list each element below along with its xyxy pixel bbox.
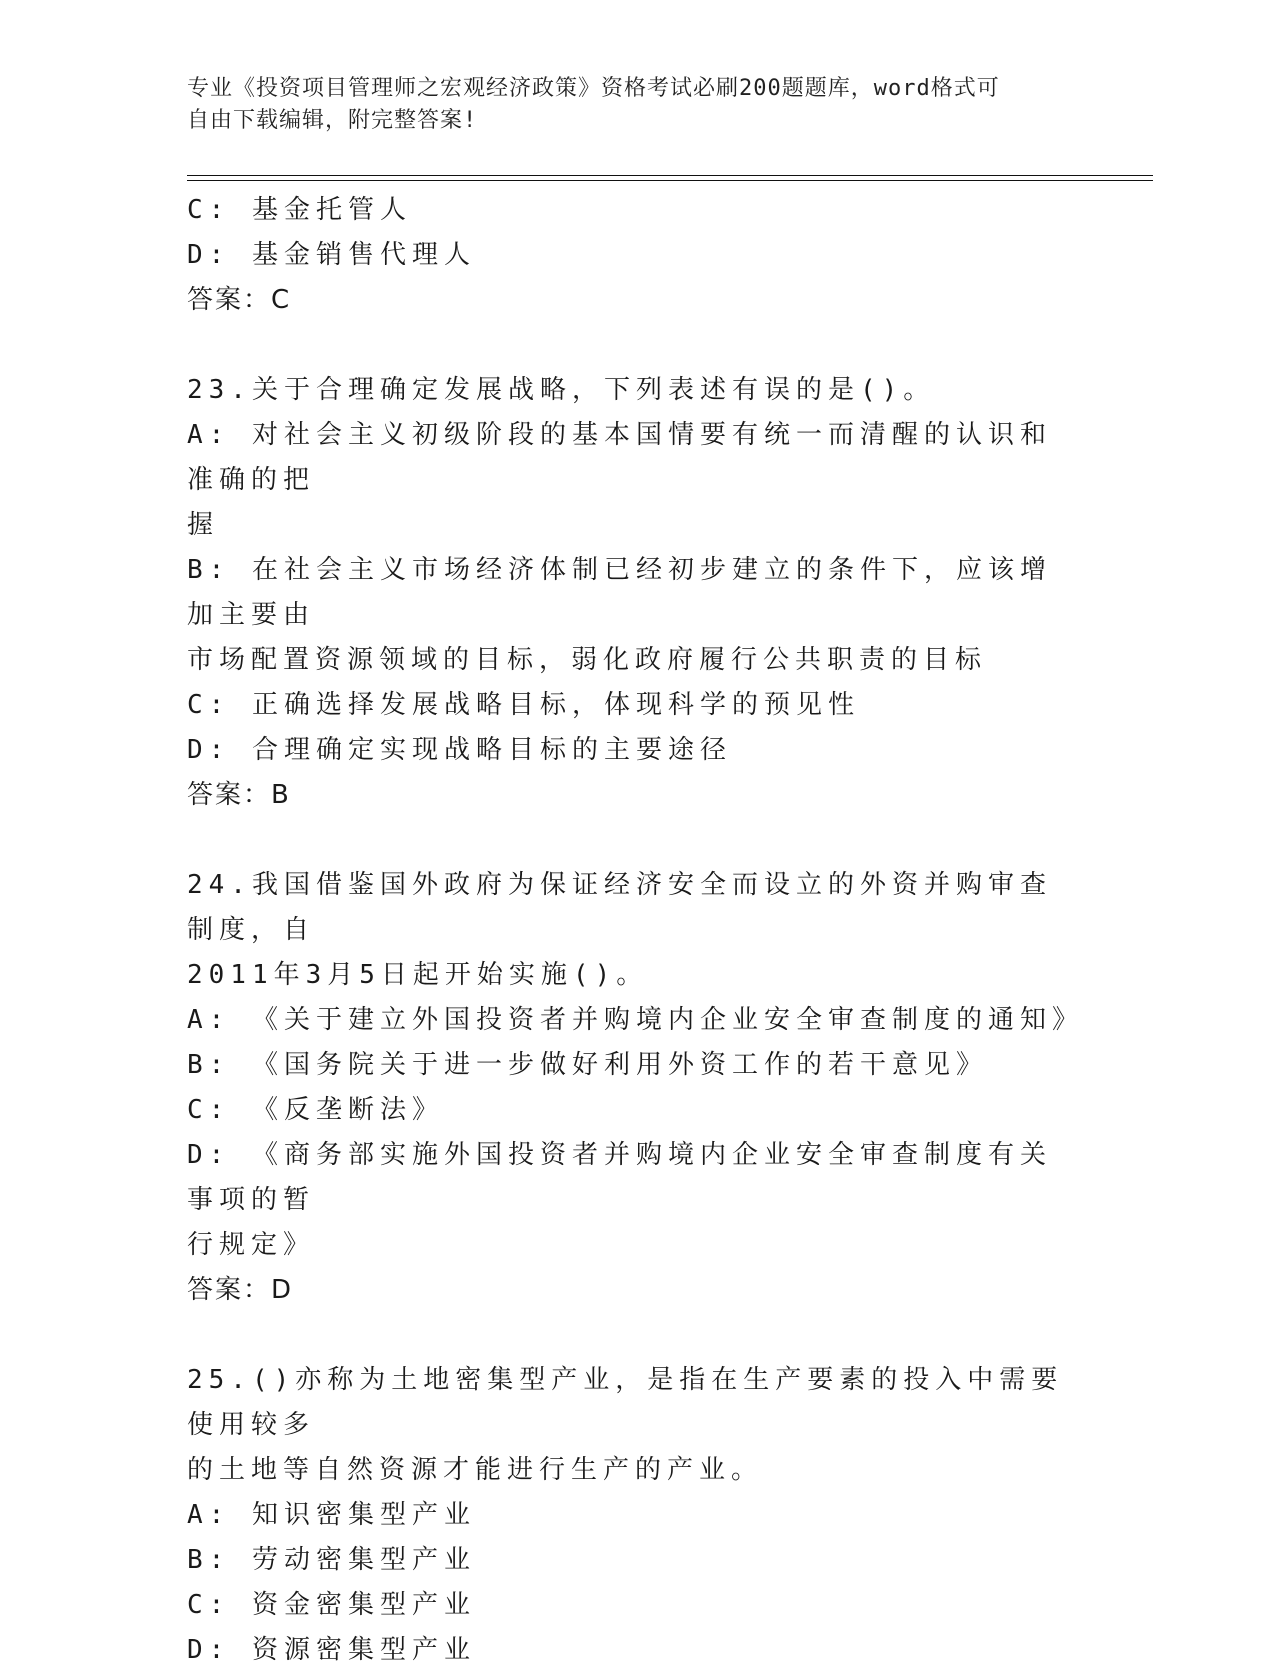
option-c: C: 基金托管人 bbox=[187, 195, 412, 225]
question-stem-continued: 2011年3月5日起开始实施()。 bbox=[187, 960, 649, 990]
option-d: D: 基金销售代理人 bbox=[187, 240, 476, 270]
question-list bbox=[187, 188, 1084, 1673]
answer: 答案：D bbox=[187, 1275, 294, 1305]
spacer bbox=[187, 323, 1077, 368]
header-title-line-2: 自由下载编辑，附完整答案! bbox=[187, 108, 478, 133]
option-a-continued: 握 bbox=[187, 510, 220, 540]
option-c: C: 《反垄断法》 bbox=[187, 1095, 444, 1125]
question-25 bbox=[187, 1358, 1077, 1673]
option-d-continued: 行规定》 bbox=[187, 1230, 316, 1260]
option-b-continued: 市场配置资源领域的目标，弱化政府履行公共职责的目标 bbox=[187, 645, 988, 675]
option-a: A: 《关于建立外国投资者并购境内企业安全审查制度的通知》 bbox=[187, 1005, 1084, 1035]
question-24 bbox=[187, 863, 1084, 1313]
question-stem: 23.关于合理确定发展战略，下列表述有误的是()。 bbox=[187, 375, 936, 405]
spacer bbox=[187, 1313, 1077, 1358]
option-a: A: 对社会主义初级阶段的基本国情要有统一而清醒的认识和准确的把 bbox=[187, 420, 1052, 495]
question-23 bbox=[187, 368, 1077, 818]
question-stem: 24.我国借鉴国外政府为保证经济安全而设立的外资并购审查制度，自 bbox=[187, 870, 1052, 945]
option-d: D: 资源密集型产业 bbox=[187, 1635, 476, 1665]
option-d: D: 《商务部实施外国投资者并购境内企业安全审查制度有关事项的暂 bbox=[187, 1140, 1052, 1215]
spacer bbox=[187, 818, 1077, 863]
answer: 答案：C bbox=[187, 285, 292, 315]
option-b: B: 《国务院关于进一步做好利用外资工作的若干意见》 bbox=[187, 1050, 988, 1080]
question-stem: 25.()亦称为土地密集型产业，是指在生产要素的投入中需要使用较多 bbox=[187, 1365, 1064, 1440]
question-stem-continued: 的土地等自然资源才能进行生产的产业。 bbox=[187, 1455, 764, 1485]
header-title-line-1: 专业《投资项目管理师之宏观经济政策》资格考试必刷200题题库，word格式可 bbox=[187, 76, 1000, 101]
option-c: C: 正确选择发展战略目标，体现科学的预见性 bbox=[187, 690, 860, 720]
header-divider-bottom bbox=[187, 180, 1153, 181]
option-b: B: 在社会主义市场经济体制已经初步建立的条件下，应该增加主要由 bbox=[187, 555, 1052, 630]
option-d: D: 合理确定实现战略目标的主要途径 bbox=[187, 735, 732, 765]
option-c: C: 资金密集型产业 bbox=[187, 1590, 476, 1620]
header-divider-top bbox=[187, 175, 1153, 176]
document-header bbox=[187, 73, 1067, 137]
option-a: A: 知识密集型产业 bbox=[187, 1500, 476, 1530]
question-22-tail bbox=[187, 188, 1077, 323]
option-b: B: 劳动密集型产业 bbox=[187, 1545, 476, 1575]
answer: 答案：B bbox=[187, 780, 291, 810]
